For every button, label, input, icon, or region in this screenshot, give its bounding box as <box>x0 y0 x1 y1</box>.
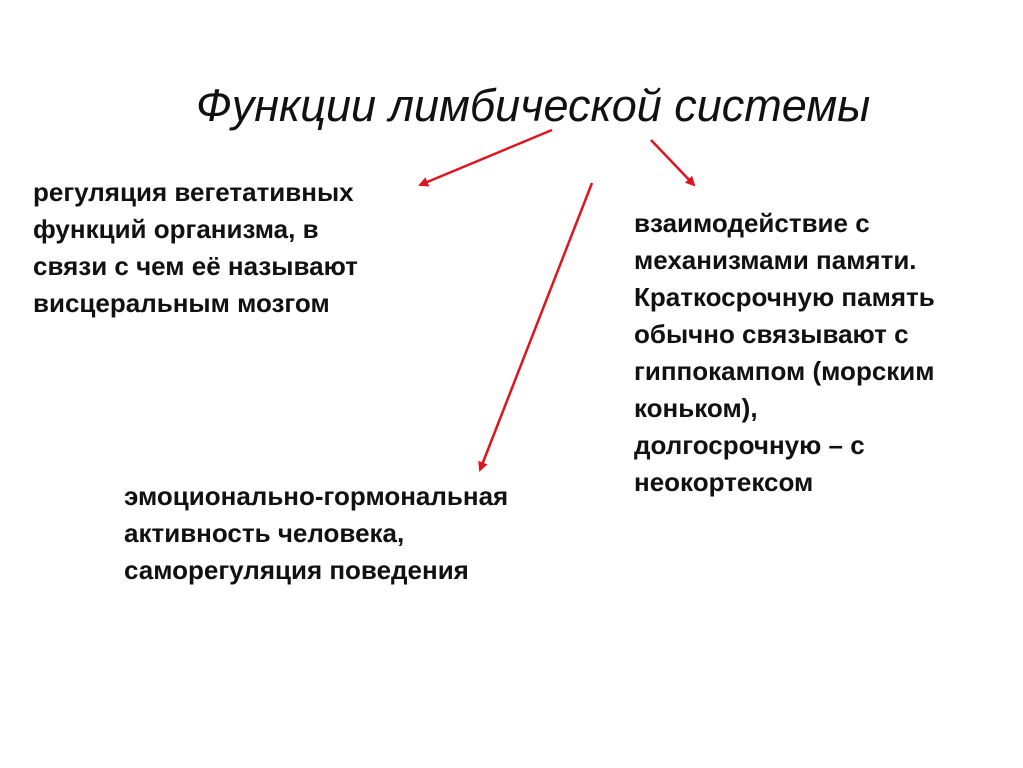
text-line: коньком), <box>634 393 758 423</box>
text-line: взаимодействие с <box>634 208 870 238</box>
text-line: связи с чем её называют <box>33 251 358 281</box>
text-line: активность человека, <box>124 518 405 548</box>
text-line: обычно связывают с <box>634 319 909 349</box>
text-line: неокортексом <box>634 467 814 497</box>
text-line: регуляция вегетативных <box>33 177 354 207</box>
text-line: гиппокампом (морским <box>634 356 935 386</box>
text-line: эмоционально-гормональная <box>124 481 509 511</box>
slide-title: Функции лимбической системы <box>196 80 871 131</box>
text-line: Краткосрочную память <box>634 282 935 312</box>
function-emotional <box>124 478 508 589</box>
arrow-to-emotional <box>480 183 592 470</box>
arrow-to-vegetative <box>420 130 552 185</box>
arrow-to-memory <box>651 140 694 185</box>
text-line: долгосрочную – с <box>634 430 865 460</box>
text-line: механизмами памяти. <box>634 245 917 275</box>
function-vegetative <box>33 174 358 322</box>
text-line: функций организма, в <box>33 214 319 244</box>
function-memory <box>634 205 935 501</box>
text-line: висцеральным мозгом <box>33 288 330 318</box>
text-line: саморегуляция поведения <box>124 555 469 585</box>
